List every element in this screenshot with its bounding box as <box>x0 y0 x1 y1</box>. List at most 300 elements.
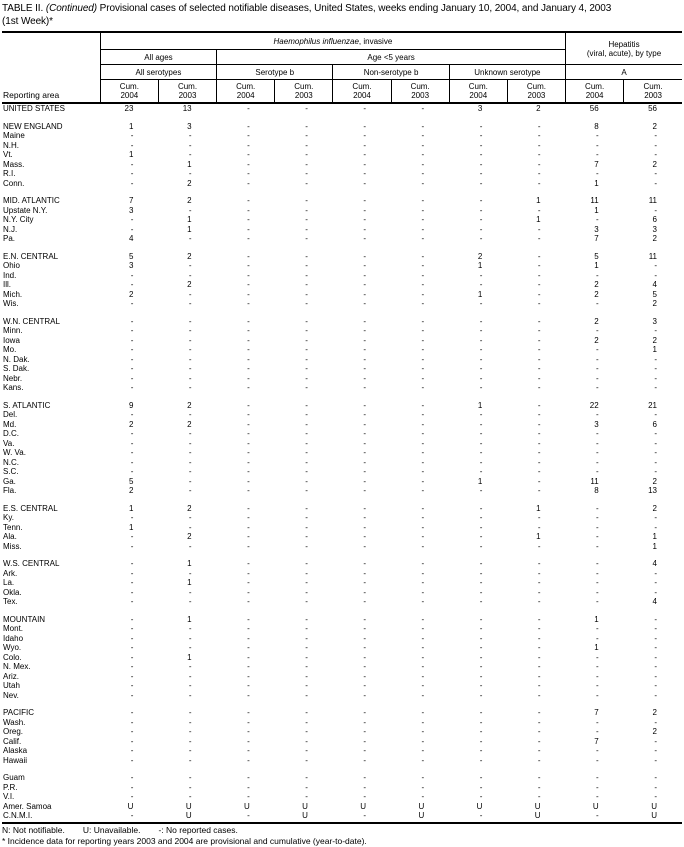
value-cell: U <box>275 811 333 823</box>
value-cell: - <box>479 503 483 513</box>
table-row <box>2 700 682 718</box>
value-cell: - <box>247 326 250 335</box>
value-cell: - <box>654 578 657 587</box>
value-cell: - <box>188 792 192 801</box>
reporting-area-cell: Wis. <box>3 299 19 308</box>
table-title <box>2 2 674 28</box>
value-cell: - <box>363 782 367 792</box>
value-cell: - <box>654 326 657 335</box>
value-cell: - <box>654 383 657 392</box>
value-cell: - <box>421 373 425 383</box>
value-cell: - <box>305 587 308 597</box>
hepatitis-a-header: A <box>566 65 682 80</box>
value-cell: 6 <box>652 215 657 224</box>
value-cell: - <box>363 476 367 486</box>
value-cell: - <box>188 364 192 373</box>
value-cell: - <box>596 373 599 383</box>
value-cell: - <box>130 652 134 662</box>
value-cell: - <box>537 121 541 131</box>
value-cell: - <box>130 457 134 467</box>
value-cell: - <box>363 662 367 671</box>
value-cell: - <box>654 681 657 690</box>
value-cell: - <box>130 448 134 457</box>
value-cell: - <box>363 140 367 150</box>
value-cell: 1 <box>187 159 192 169</box>
value-cell: - <box>421 532 425 541</box>
cum-year-row <box>2 80 682 104</box>
value-cell: 7 <box>594 708 599 717</box>
value-cell: 11 <box>590 476 599 486</box>
value-cell: 2 <box>187 419 192 429</box>
cum-2003-col8: Cum. 2003 <box>507 80 565 104</box>
value-cell: - <box>421 736 425 746</box>
value-cell: - <box>247 280 250 289</box>
value-cell: - <box>305 400 308 410</box>
value-cell: - <box>130 383 134 392</box>
value-cell: 3 <box>128 205 134 215</box>
value-cell: - <box>130 681 134 690</box>
reporting-area-cell: Mich. <box>3 289 23 299</box>
value-cell: 7 <box>594 159 599 169</box>
value-cell: - <box>537 568 541 578</box>
value-cell: 2 <box>652 234 657 243</box>
table-row <box>2 588 682 598</box>
value-cell: - <box>421 270 425 280</box>
table-row <box>2 364 682 374</box>
value-cell: - <box>305 251 308 261</box>
value-cell: - <box>421 681 425 690</box>
value-cell: - <box>363 587 367 597</box>
value-cell: - <box>247 316 250 326</box>
value-cell: - <box>305 782 308 792</box>
value-cell: - <box>421 773 425 782</box>
value-cell: U <box>243 801 250 811</box>
value-cell: - <box>247 624 250 633</box>
value-cell: - <box>537 746 541 755</box>
table-row <box>2 765 682 783</box>
cum-2004-col1: Cum. 2004 <box>100 80 158 104</box>
value-cell: - <box>247 541 250 551</box>
value-cell: 1 <box>536 503 541 513</box>
value-cell: 22 <box>589 400 599 410</box>
value-cell: - <box>479 662 483 671</box>
value-cell: - <box>363 178 367 188</box>
value-cell: - <box>188 708 192 717</box>
value-cell: - <box>188 205 192 215</box>
reporting-area-cell: NEW ENGLAND <box>3 121 63 131</box>
reporting-area-cell: Vt. <box>3 150 13 159</box>
value-cell: - <box>479 513 483 522</box>
value-cell: - <box>305 597 308 606</box>
value-cell: - <box>654 671 657 681</box>
value-cell: - <box>305 541 308 551</box>
value-cell: - <box>596 568 599 578</box>
table-row <box>2 458 682 468</box>
value-cell: - <box>305 335 308 345</box>
value-cell: - <box>188 597 192 606</box>
reporting-area-cell: Ariz. <box>3 671 19 681</box>
value-cell: 1 <box>536 215 541 224</box>
value-cell: - <box>130 782 134 792</box>
reporting-area-cell: Calif. <box>3 736 22 746</box>
value-cell: - <box>247 486 250 495</box>
all-ages-header: All ages <box>100 50 216 65</box>
value-cell: - <box>247 662 250 671</box>
value-cell: - <box>537 522 541 532</box>
value-cell: - <box>130 335 134 345</box>
value-cell: - <box>305 467 308 476</box>
value-cell: - <box>305 234 308 243</box>
reporting-area-cell: Ga. <box>3 476 16 486</box>
table-row <box>2 383 682 393</box>
value-cell: - <box>363 419 367 429</box>
value-cell: - <box>305 316 308 326</box>
table-row <box>2 578 682 588</box>
value-cell: - <box>130 140 134 150</box>
value-cell: - <box>537 373 541 383</box>
value-cell: - <box>537 438 541 448</box>
value-cell: - <box>363 234 367 243</box>
value-cell: - <box>421 121 425 131</box>
table-row <box>2 718 682 728</box>
value-cell: - <box>247 169 250 178</box>
table-row <box>2 290 682 300</box>
value-cell: - <box>247 736 250 746</box>
value-cell: - <box>305 717 308 727</box>
value-cell: 1 <box>652 345 657 354</box>
value-cell: - <box>537 400 541 410</box>
value-cell: - <box>130 587 134 597</box>
value-cell: - <box>479 224 483 234</box>
value-cell: - <box>305 690 308 700</box>
value-cell: 1 <box>477 476 483 486</box>
value-cell: - <box>363 270 367 280</box>
value-cell: - <box>247 438 250 448</box>
value-cell: - <box>305 150 308 159</box>
value-cell: - <box>537 597 541 606</box>
value-cell: 5 <box>128 476 134 486</box>
value-cell: - <box>537 410 541 419</box>
value-cell: - <box>363 727 367 736</box>
value-cell: - <box>188 727 192 736</box>
value-cell: - <box>247 131 250 140</box>
haemophilus-italic-label: Haemophilus influenzae <box>273 36 359 46</box>
value-cell: - <box>305 708 308 717</box>
reporting-area-cell: S. ATLANTIC <box>3 400 51 410</box>
table-row <box>2 225 682 235</box>
value-cell: - <box>654 792 657 801</box>
value-cell: 21 <box>648 400 657 410</box>
value-cell: U <box>507 811 565 823</box>
value-cell: - <box>363 169 367 178</box>
value-cell: - <box>188 690 192 700</box>
value-cell: - <box>247 792 250 801</box>
value-cell: 2 <box>652 121 657 131</box>
value-cell: - <box>479 597 483 606</box>
reporting-area-cell: Ohio <box>3 261 20 270</box>
value-cell: - <box>421 289 425 299</box>
value-cell: - <box>305 476 308 486</box>
value-cell: 5 <box>594 251 599 261</box>
value-cell: - <box>537 140 541 150</box>
value-cell: - <box>305 419 308 429</box>
haemophilus-rest-label: , invasive <box>358 36 393 46</box>
reporting-area-cell: Ala. <box>3 532 17 541</box>
table-row <box>2 271 682 281</box>
value-cell: - <box>130 438 134 448</box>
value-cell: - <box>596 513 599 522</box>
value-cell: - <box>100 811 158 823</box>
value-cell: - <box>479 681 483 690</box>
table-row <box>2 393 682 411</box>
value-cell: - <box>130 746 134 755</box>
reporting-area-cell: Wash. <box>3 717 26 727</box>
value-cell: - <box>247 400 250 410</box>
value-cell: - <box>421 662 425 671</box>
value-cell: - <box>479 541 483 551</box>
value-cell: - <box>479 633 483 643</box>
value-cell: - <box>479 438 483 448</box>
value-cell: - <box>305 178 308 188</box>
value-cell: - <box>654 205 657 215</box>
value-cell: - <box>363 205 367 215</box>
value-cell: - <box>537 448 541 457</box>
value-cell: - <box>247 178 250 188</box>
value-cell: - <box>188 522 192 532</box>
value-cell: 2 <box>477 251 483 261</box>
value-cell: - <box>421 419 425 429</box>
value-cell: 2 <box>652 159 657 169</box>
value-cell: - <box>247 773 250 782</box>
table-row <box>2 653 682 663</box>
value-cell: - <box>247 782 250 792</box>
cum-2003-col10: Cum. 2003 <box>624 80 682 104</box>
value-cell: U <box>592 801 599 811</box>
value-cell: 5 <box>128 251 134 261</box>
value-cell: - <box>537 559 541 568</box>
table-row <box>2 486 682 496</box>
reporting-area-cell: Del. <box>3 410 18 419</box>
value-cell: - <box>305 224 308 234</box>
value-cell: - <box>537 467 541 476</box>
legend-line <box>2 825 674 836</box>
value-cell: 2 <box>594 316 599 326</box>
value-cell: - <box>596 541 599 551</box>
reporting-area-cell: Va. <box>3 438 15 448</box>
value-cell: - <box>188 150 192 159</box>
value-cell: - <box>596 522 599 532</box>
table-row <box>2 429 682 439</box>
haemophilus-group-header <box>100 32 565 50</box>
value-cell: - <box>654 178 657 188</box>
value-cell: 3 <box>594 224 599 234</box>
value-cell: - <box>479 205 483 215</box>
value-cell: - <box>305 131 308 140</box>
value-cell: - <box>421 746 425 755</box>
value-cell: - <box>654 717 657 727</box>
reporting-area-cell: Alaska <box>3 746 28 755</box>
value-cell: - <box>247 299 250 308</box>
value-cell: - <box>247 196 250 205</box>
value-cell: - <box>188 513 192 522</box>
cum-2004-col3: Cum. 2004 <box>217 80 275 104</box>
value-cell: - <box>188 131 192 140</box>
value-cell: - <box>596 597 599 606</box>
value-cell: - <box>363 364 367 373</box>
value-cell: - <box>479 559 483 568</box>
reporting-area-cell: Utah <box>3 681 20 690</box>
value-cell: - <box>596 169 599 178</box>
value-cell: 4 <box>128 234 134 243</box>
reporting-area-cell: P.R. <box>3 782 18 792</box>
value-cell: - <box>247 671 250 681</box>
value-cell: - <box>130 614 134 624</box>
value-cell: - <box>566 811 624 823</box>
value-cell: - <box>305 280 308 289</box>
value-cell: - <box>305 746 308 755</box>
value-cell: - <box>479 708 483 717</box>
value-cell: - <box>305 364 308 373</box>
value-cell: 1 <box>477 261 483 270</box>
value-cell: - <box>421 727 425 736</box>
table-row <box>2 244 682 262</box>
table-row <box>2 374 682 384</box>
value-cell: - <box>247 205 250 215</box>
value-cell: - <box>130 131 134 140</box>
value-cell: - <box>305 727 308 736</box>
value-cell: - <box>188 624 192 633</box>
value-cell: - <box>479 792 483 801</box>
value-cell: - <box>247 467 250 476</box>
value-cell: - <box>305 289 308 299</box>
value-cell: - <box>305 624 308 633</box>
value-cell: - <box>188 486 192 495</box>
table-row <box>2 802 682 812</box>
value-cell: - <box>537 782 541 792</box>
value-cell: - <box>479 587 483 597</box>
value-cell: U <box>534 801 541 811</box>
value-cell: - <box>363 299 367 308</box>
value-cell: - <box>421 513 425 522</box>
value-cell: U <box>302 801 308 811</box>
table-row <box>2 607 682 625</box>
value-cell: U <box>391 811 449 823</box>
value-cell: - <box>537 671 541 681</box>
value-cell: - <box>130 773 134 782</box>
value-cell: - <box>305 270 308 280</box>
non-serotype-b-header: Non-serotype b <box>333 65 449 80</box>
value-cell: - <box>537 345 541 354</box>
value-cell: - <box>421 224 425 234</box>
value-cell: - <box>363 736 367 746</box>
value-cell: - <box>188 326 192 335</box>
value-cell: - <box>596 746 599 755</box>
value-cell: - <box>305 522 308 532</box>
value-cell: - <box>188 746 192 755</box>
value-cell: - <box>363 159 367 169</box>
value-cell: - <box>247 643 250 652</box>
value-cell: - <box>188 457 192 467</box>
value-cell: - <box>188 587 192 597</box>
table-row <box>2 299 682 309</box>
value-cell: - <box>654 633 657 643</box>
value-cell: - <box>130 717 134 727</box>
value-cell: - <box>130 633 134 643</box>
value-cell: - <box>421 131 425 140</box>
table-row <box>2 188 682 206</box>
value-cell: - <box>537 419 541 429</box>
value-cell: - <box>247 559 250 568</box>
value-cell: - <box>537 717 541 727</box>
value-cell: - <box>188 438 192 448</box>
value-cell: 13 <box>182 104 192 113</box>
value-cell: - <box>130 224 134 234</box>
title-prefix: TABLE II. <box>2 3 46 14</box>
table-row <box>2 681 682 691</box>
value-cell: - <box>654 373 657 383</box>
value-cell: - <box>654 568 657 578</box>
value-cell: - <box>479 410 483 419</box>
value-cell: 1 <box>187 614 192 624</box>
value-cell: - <box>363 614 367 624</box>
value-cell: - <box>188 169 192 178</box>
value-cell: - <box>305 438 308 448</box>
value-cell: - <box>421 326 425 335</box>
value-cell: - <box>479 121 483 131</box>
value-cell: 2 <box>652 476 657 486</box>
value-cell: - <box>130 708 134 717</box>
value-cell: - <box>537 736 541 746</box>
value-cell: - <box>596 690 599 700</box>
reporting-area-cell: Ind. <box>3 270 17 280</box>
value-cell: - <box>130 736 134 746</box>
value-cell: - <box>479 755 483 765</box>
title-continued: (Continued) <box>45 3 97 14</box>
value-cell: - <box>479 690 483 700</box>
legend-not-notifiable: N: Not notifiable. <box>2 824 65 835</box>
value-cell: - <box>537 234 541 243</box>
value-cell: - <box>654 522 657 532</box>
value-cell: - <box>363 643 367 652</box>
value-cell: 56 <box>589 104 599 113</box>
value-cell: - <box>654 429 657 438</box>
value-cell: - <box>654 364 657 373</box>
value-cell: - <box>421 792 425 801</box>
reporting-area-cell: N.H. <box>3 140 19 150</box>
value-cell: - <box>654 736 657 746</box>
value-cell: - <box>537 159 541 169</box>
table-row <box>2 551 682 569</box>
reporting-area-cell: Minn. <box>3 326 23 335</box>
value-cell: - <box>537 643 541 652</box>
value-cell: - <box>305 104 308 113</box>
value-cell: 7 <box>594 736 599 746</box>
value-cell: - <box>479 131 483 140</box>
value-cell: - <box>479 419 483 429</box>
value-cell: - <box>654 624 657 633</box>
value-cell: - <box>130 755 134 765</box>
table-row <box>2 169 682 179</box>
table-row <box>2 309 682 327</box>
value-cell: - <box>188 429 192 438</box>
value-cell: - <box>421 438 425 448</box>
table-row <box>2 811 682 823</box>
value-cell: 1 <box>652 532 657 541</box>
value-cell: - <box>188 354 192 364</box>
value-cell: - <box>130 159 134 169</box>
reporting-area-cell: MOUNTAIN <box>3 614 46 624</box>
value-cell: - <box>363 383 367 392</box>
